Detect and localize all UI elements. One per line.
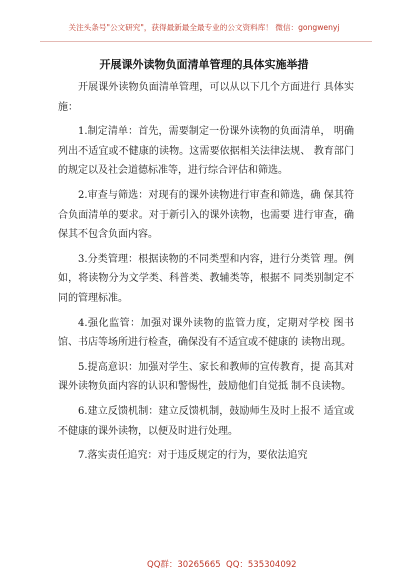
- footer: [0, 558, 408, 572]
- list-item: 5.提高意识：加强对学生、家长和教师的宣传教育，提 高其对课外读物负面内容的认识和警惕性，鼓励他们自觉抵 制不良读物。: [58, 361, 354, 393]
- list-item: 3.分类管理：根据读物的不同类型和内容，进行分类管 理。例如，将读物分为文学类、科普类、教辅类等，根据不 同类别制定不同的管理标准。: [58, 253, 354, 304]
- footer-qq-group: QQ群：30265665: [147, 560, 221, 570]
- footer-qq-number: QQ：535304092: [226, 560, 297, 570]
- header-divider: [40, 41, 372, 42]
- list-item: 4.强化监管：加强对课外读物的监管力度，定期对学校 图书馆、书店等场所进行检查，确保没有不适宜或不健康的 读物出现。: [58, 317, 354, 349]
- header-banner: 关注头条号"公文研究"，获得最新最全最专业的公文资料库！ 微信：gongwenyj: [68, 23, 340, 32]
- list-item: 2.审查与筛选：对现有的课外读物进行审查和筛选，确 保其符合负面清单的要求。对于新引入的课外读物，也需要 进行审查，确保其不包含负面内容。: [58, 189, 354, 241]
- list-item: 1.制定清单：首先，需要制定一份课外读物的负面清单， 明确列出不适宜或不健康的读物。这需要依据相关法律法规、 教育部门的规定以及社会道德标准等，进行综合评估和筛选。: [58, 126, 354, 177]
- list-item: 6.建立反馈机制：建立反馈机制，鼓励师生及时上报不 适宜或不健康的课外读物，以便及时进行处理。: [58, 405, 354, 437]
- document-title: 开展课外读物负面清单管理的具体实施举措: [99, 58, 309, 71]
- document-body: [58, 78, 354, 466]
- list-item: 7.落实责任追究：对于违反规定的行为，要依法追究: [78, 450, 308, 462]
- intro-paragraph: 开展课外读物负面清单管理，可以从以下几个方面进行 具体实施：: [58, 82, 354, 113]
